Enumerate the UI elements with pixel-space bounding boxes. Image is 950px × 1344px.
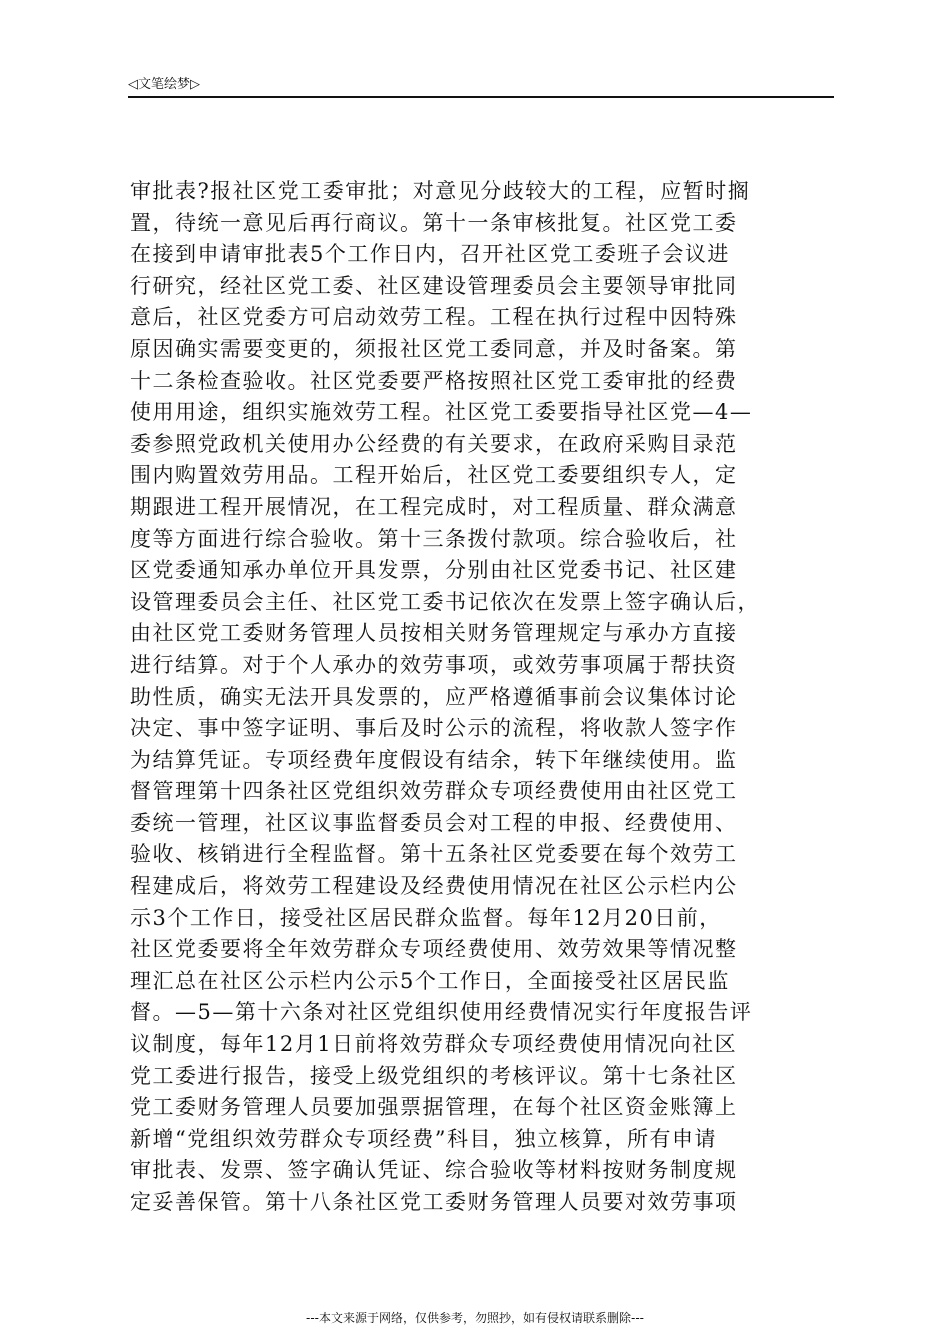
body-line: 党工委进行报告，接受上级党组织的考核评议。第十七条社区: [130, 1063, 738, 1088]
body-line: 议制度，每年12月1日前将效劳群众专项经费使用情况向社区: [130, 1032, 738, 1057]
body-line: 社区党委要将全年效劳群众专项经费使用、效劳效果等情况整: [130, 937, 738, 962]
body-line: 理汇总在社区公示栏内公示5个工作日，全面接受社区居民监: [130, 968, 730, 993]
body-line: 督。—5—第十六条对社区党组织使用经费情况实行年度报告评: [130, 1000, 753, 1025]
document-body: [130, 176, 835, 1219]
body-line: 督管理第十四条社区党组织效劳群众专项经费使用由社区党工: [130, 779, 738, 804]
body-line: 审批表?报社区党工委审批；对意见分歧较大的工程，应暂时搁: [130, 179, 751, 203]
body-line: 围内购置效劳用品。工程开始后，社区党工委要组织专人，定: [130, 463, 738, 488]
body-line: 原因确实需要变更的，须报社区党工委同意，并及时备案。第: [130, 336, 738, 361]
body-line: 十二条检查验收。社区党委要严格按照社区党工委审批的经费: [130, 368, 738, 393]
body-line: 审批表、发票、签字确认凭证、综合验收等材料按财务制度规: [130, 1158, 738, 1183]
body-line: 助性质，确实无法开具发票的，应严格遵循事前会议集体讨论: [130, 684, 738, 709]
body-line: 新增“党组织效劳群众专项经费”科目，独立核算，所有申请: [130, 1126, 717, 1151]
body-line: 示3个工作日，接受社区居民群众监督。每年12月20日前，: [130, 905, 722, 930]
body-line: 程建成后，将效劳工程建设及经费使用情况在社区公示栏内公: [130, 874, 738, 899]
body-line: 度等方面进行综合验收。第十三条拨付款项。综合验收后，社: [130, 526, 738, 551]
body-line: 进行结算。对于个人承办的效劳事项，或效劳事项属于帮扶资: [130, 652, 738, 677]
body-line: 在接到申请审批表5个工作日内，召开社区党工委班子会议进: [130, 242, 730, 267]
body-line: 由社区党工委财务管理人员按相关财务管理规定与承办方直接: [130, 621, 738, 646]
body-line: 置，待统一意见后再行商议。第十一条审核批复。社区党工委: [130, 210, 738, 235]
body-line: 使用用途，组织实施效劳工程。社区党工委要指导社区党—4—: [130, 400, 753, 425]
body-line: 行研究，经社区党工委、社区建设管理委员会主要领导审批同: [130, 273, 738, 298]
body-line: 设管理委员会主任、社区党工委书记依次在发票上签字确认后，: [130, 589, 760, 614]
header-brand: ◁文笔绘梦▷: [128, 77, 200, 92]
body-line: 验收、核销进行全程监督。第十五条社区党委要在每个效劳工: [130, 842, 738, 867]
body-line: 党工委财务管理人员要加强票据管理，在每个社区资金账簿上: [130, 1095, 738, 1120]
body-line: 区党委通知承办单位开具发票，分别由社区党委书记、社区建: [130, 558, 738, 583]
page-header: [128, 76, 834, 98]
header-divider: [128, 96, 834, 98]
page-footer-disclaimer: ---本文来源于网络，仅供参考，勿照抄，如有侵权请联系删除---: [306, 1311, 644, 1325]
body-line: 期跟进工程开展情况，在工程完成时，对工程质量、群众满意: [130, 494, 738, 519]
body-line: 委统一管理，社区议事监督委员会对工程的申报、经费使用、: [130, 810, 738, 835]
body-line: 意后，社区党委方可启动效劳工程。工程在执行过程中因特殊: [130, 305, 738, 330]
body-line: 委参照党政机关使用办公经费的有关要求，在政府采购目录范: [130, 431, 738, 456]
body-line: 决定、事中签字证明、事后及时公示的流程，将收款人签字作: [130, 716, 738, 741]
body-line: 为结算凭证。专项经费年度假设有结余，转下年继续使用。监: [130, 747, 738, 772]
body-line: 定妥善保管。第十八条社区党工委财务管理人员要对效劳事项: [130, 1190, 738, 1214]
